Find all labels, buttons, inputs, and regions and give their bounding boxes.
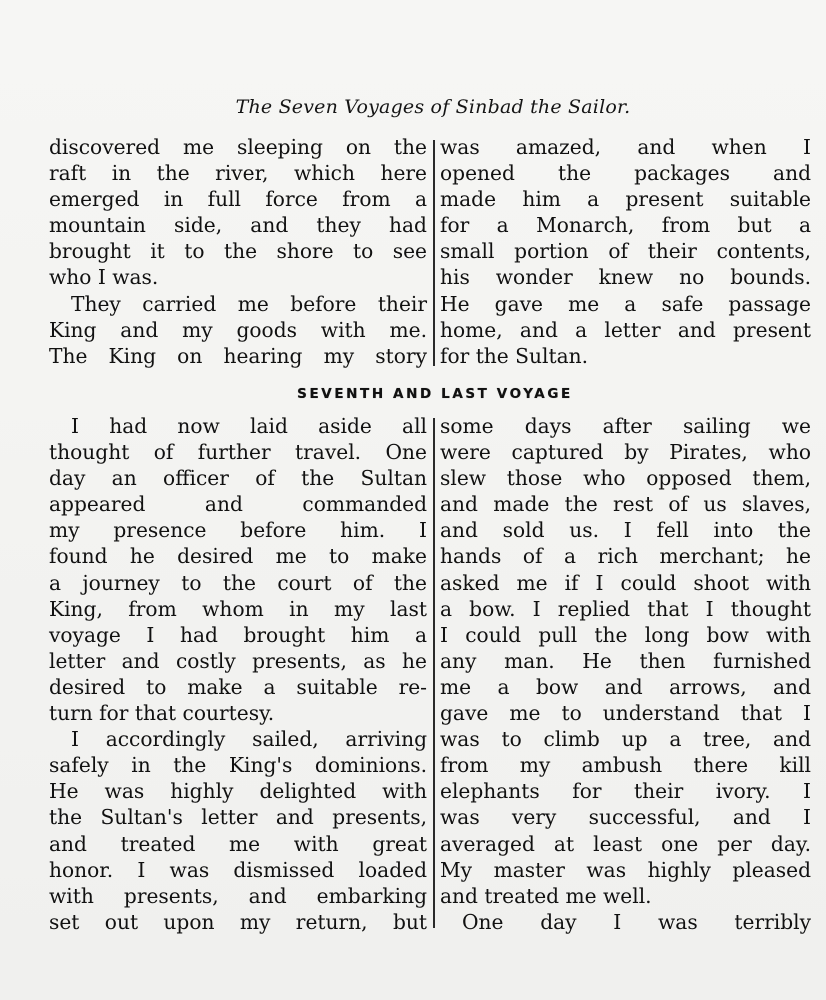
text-line: for the Sultan. bbox=[440, 343, 589, 368]
text-line: some days after sailing we bbox=[440, 414, 811, 438]
text-line: raft in the river, which here bbox=[49, 161, 427, 186]
text-line: honor. I was dismissed loaded bbox=[49, 857, 427, 882]
text-line: King, from whom in my last bbox=[49, 596, 427, 621]
text-line: King and my goods with me. bbox=[49, 317, 427, 342]
text-line: I accordingly sailed, arriving bbox=[71, 727, 427, 752]
text-line: He was highly delighted with bbox=[49, 779, 427, 804]
text-line: asked me if I could shoot with bbox=[440, 570, 811, 595]
text-line: My master was highly pleased bbox=[440, 857, 811, 882]
bottom-right-column bbox=[440, 413, 811, 935]
text-line: discovered me sleeping on the bbox=[49, 135, 427, 159]
top-left-column bbox=[49, 134, 427, 369]
text-line: brought it to the shore to see bbox=[49, 239, 427, 264]
text-line: and made the rest of us slaves, bbox=[440, 492, 811, 517]
text-line: mountain side, and they had bbox=[49, 213, 427, 238]
text-line: gave me to understand that I bbox=[440, 701, 811, 726]
text-line: day an officer of the Sultan bbox=[49, 466, 427, 491]
text-line: me a bow and arrows, and bbox=[440, 674, 811, 699]
text-line: a bow. I replied that I thought bbox=[440, 596, 811, 621]
text-line: with presents, and embarking bbox=[49, 883, 427, 908]
text-line: opened the packages and bbox=[440, 161, 811, 186]
text-line: set out upon my return, but bbox=[49, 909, 427, 934]
column-divider bbox=[433, 418, 435, 928]
text-line: They carried me before their bbox=[71, 291, 427, 316]
text-line: averaged at least one per day. bbox=[440, 831, 811, 856]
text-line: found he desired me to make bbox=[49, 544, 427, 569]
text-line: who I was. bbox=[49, 265, 159, 290]
text-line: home, and a letter and present bbox=[440, 317, 811, 342]
text-line: One day I was terribly bbox=[462, 909, 811, 934]
text-line: and treated me well. bbox=[440, 883, 652, 908]
text-line: and sold us. I fell into the bbox=[440, 518, 811, 543]
text-line: He gave me a safe passage bbox=[440, 291, 811, 316]
text-line: were captured by Pirates, who bbox=[440, 440, 811, 465]
text-line: small portion of their contents, bbox=[440, 239, 811, 264]
text-line: from my ambush there kill bbox=[440, 753, 811, 778]
text-line: voyage I had brought him a bbox=[49, 622, 427, 647]
text-line: was very successful, and I bbox=[440, 805, 811, 830]
text-line: emerged in full force from a bbox=[49, 187, 427, 212]
bottom-left-column bbox=[49, 413, 427, 935]
text-line: any man. He then furnished bbox=[440, 648, 811, 673]
text-line: made him a present suitable bbox=[440, 187, 811, 212]
running-head: The Seven Voyages of Sinbad the Sailor. bbox=[235, 96, 631, 118]
text-line: slew those who opposed them, bbox=[440, 466, 811, 491]
text-line: the Sultan's letter and presents, bbox=[49, 805, 427, 830]
text-line: appeared and commanded bbox=[49, 492, 427, 517]
text-line: I had now laid aside all bbox=[71, 414, 427, 438]
section-heading: SEVENTH AND LAST VOYAGE bbox=[297, 386, 573, 402]
column-divider bbox=[433, 140, 435, 366]
text-line: his wonder knew no bounds. bbox=[440, 265, 811, 290]
text-line: and treated me with great bbox=[49, 831, 427, 856]
text-line: turn for that courtesy. bbox=[49, 701, 275, 726]
top-right-column bbox=[440, 134, 811, 369]
text-line: safely in the King's dominions. bbox=[49, 753, 427, 778]
text-line: my presence before him. I bbox=[49, 518, 427, 543]
text-line: was to climb up a tree, and bbox=[440, 727, 811, 752]
text-line: was amazed, and when I bbox=[440, 135, 811, 159]
text-line: a journey to the court of the bbox=[49, 570, 427, 595]
text-line: hands of a rich merchant; he bbox=[440, 544, 811, 569]
text-line: for a Monarch, from but a bbox=[440, 213, 811, 238]
text-line: letter and costly presents, as he bbox=[49, 648, 427, 673]
text-line: elephants for their ivory. I bbox=[440, 779, 811, 804]
text-line: thought of further travel. One bbox=[49, 440, 427, 465]
text-line: desired to make a suitable re- bbox=[49, 674, 427, 699]
text-line: The King on hearing my story bbox=[49, 343, 427, 368]
text-line: I could pull the long bow with bbox=[440, 622, 811, 647]
